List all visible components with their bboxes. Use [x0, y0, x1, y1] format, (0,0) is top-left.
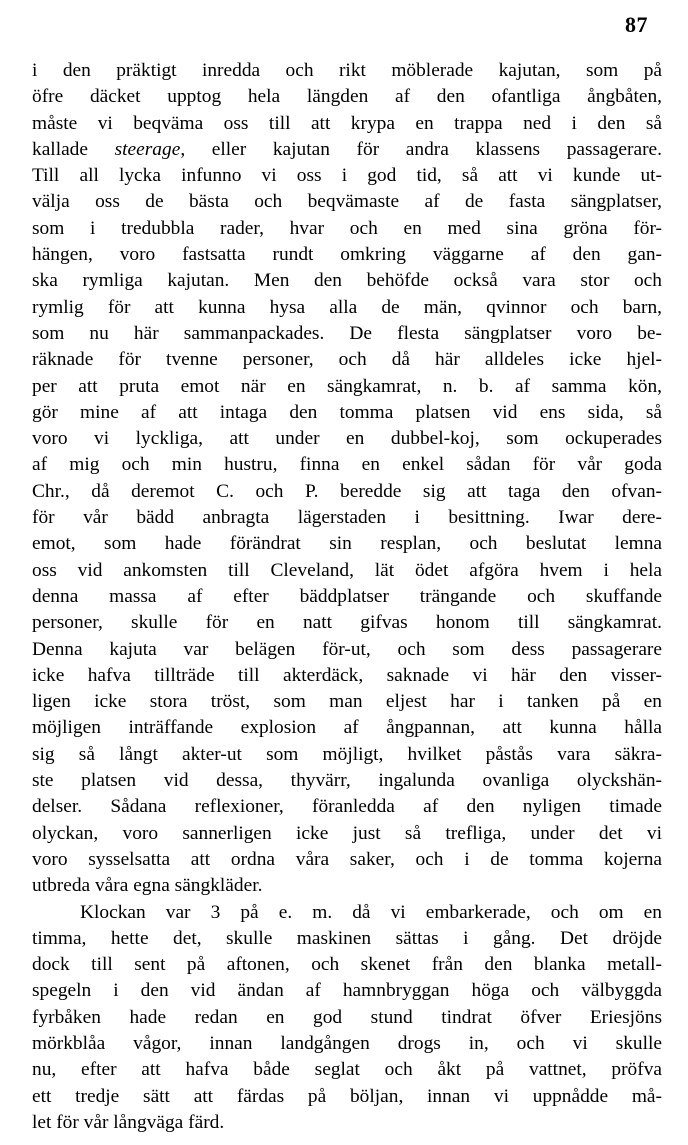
text-line: voro sysselsatta att ordna våra saker, och i de tomma kojerna	[32, 848, 662, 870]
text-line: Denna kajuta var belägen för-ut, och som dess passagerare	[32, 638, 662, 660]
text-line: mörkblåa vågor, innan landgången drogs in, och vi skulle	[32, 1032, 662, 1054]
text-line: kallade steerage, eller kajutan för andra klassens passagerare.	[32, 138, 662, 160]
text-line: Till all lycka infunno vi oss i god tid, så att vi kunde ut-	[32, 165, 662, 187]
text-line: i den präktigt inredda och rikt möblerade kajutan, som på	[32, 60, 662, 81]
text-line: spegeln i den vid ändan af hamnbryggan höga och välbyggda	[32, 980, 662, 1002]
text-line: hängen, voro fastsatta rundt omkring väggarne af den gan-	[32, 244, 662, 266]
text-line: nu, efter att hafva både seglat och åkt på vattnet, pröfva	[32, 1059, 662, 1081]
paragraph	[32, 900, 662, 1137]
text-line: dock till sent på aftonen, och skenet från den blanka metall-	[32, 954, 662, 976]
text-line: olyckan, voro sannerligen icke just så trefliga, under det vi	[32, 822, 662, 844]
text-line: ett tredje sätt att färdas på böljan, innan vi uppnådde må-	[32, 1085, 662, 1107]
text-line: gör mine af att intaga den tomma platsen vid ens sida, så	[32, 401, 662, 423]
text-line: denna massa af efter bäddplatser trängande och skuffande	[32, 585, 662, 607]
text-line: af mig och min hustru, finna en enkel sådan för vår goda	[32, 454, 662, 476]
paragraph	[32, 58, 662, 900]
text-line: fyrbåken hade redan en god stund tindrat öfver Eriesjöns	[32, 1006, 662, 1028]
text-line: räknade för tvenne personer, och då här alldeles icke hjel-	[32, 349, 662, 371]
text-line: per att pruta emot när en sängkamrat, n. b. af samma kön,	[32, 375, 662, 397]
text-line: oss vid ankomsten till Cleveland, lät ödet afgöra hvem i hela	[32, 559, 662, 581]
page-number: 87	[625, 12, 648, 37]
text-line: ste platsen vid dessa, thyvärr, ingalunda ovanliga olyckshän-	[32, 770, 662, 792]
text-line: ska rymliga kajutan. Men den behöfde också vara stor och	[32, 270, 662, 292]
text-line: Klockan var 3 på e. m. då vi embarkerade, och om en	[80, 901, 662, 923]
text-line: måste vi beqväma oss till att krypa en trappa ned i den så	[32, 112, 662, 134]
text-line: välja oss de bästa och beqvämaste af de fasta sängplatser,	[32, 191, 662, 213]
text-line: rymlig för att kunna hysa alla de män, qvinnor och barn,	[32, 296, 662, 318]
text-line: sig så långt akter-ut som möjligt, hvilket påstås vara säkra-	[32, 743, 662, 765]
text-line: emot, som hade förändrat sin resplan, och beslutat lemna	[32, 533, 662, 555]
text-line: Chr., då deremot C. och P. beredde sig att taga den ofvan-	[32, 480, 662, 502]
text-line: ligen icke stora tröst, som man eljest har i tanken på en	[32, 691, 662, 713]
text-line: öfre däcket upptog hela längden af den ofantliga ångbåten,	[32, 86, 662, 108]
text-line: let för vår långväga färd.	[32, 1111, 225, 1133]
text-line: som nu här sammanpackades. De flesta sängplatser voro be-	[32, 322, 662, 344]
text-line: timma, hette det, skulle maskinen sättas i gång. Det dröjde	[32, 927, 662, 949]
text-line: för vår bädd anbragta lägerstaden i besittning. Iwar dere-	[32, 507, 662, 529]
text-line: möjligen inträffande explosion af ångpannan, att kunna hålla	[32, 717, 662, 739]
text-line: personer, skulle för en natt gifvas honom till sängkamrat.	[32, 612, 662, 634]
text-line: voro vi lyckliga, att under en dubbel-koj, som ockuperades	[32, 428, 662, 450]
text-line: utbreda våra egna sängkläder.	[32, 875, 263, 897]
text-line: icke hafva tillträde till akterdäck, saknade vi här den visser-	[32, 664, 662, 686]
italic-word: steerage	[114, 138, 181, 160]
text-line: delser. Sådana reflexioner, föranledda af den nyligen timade	[32, 796, 662, 818]
text-line: som i tredubbla rader, hvar och en med sina gröna för-	[32, 217, 662, 239]
body-text	[32, 58, 662, 1136]
